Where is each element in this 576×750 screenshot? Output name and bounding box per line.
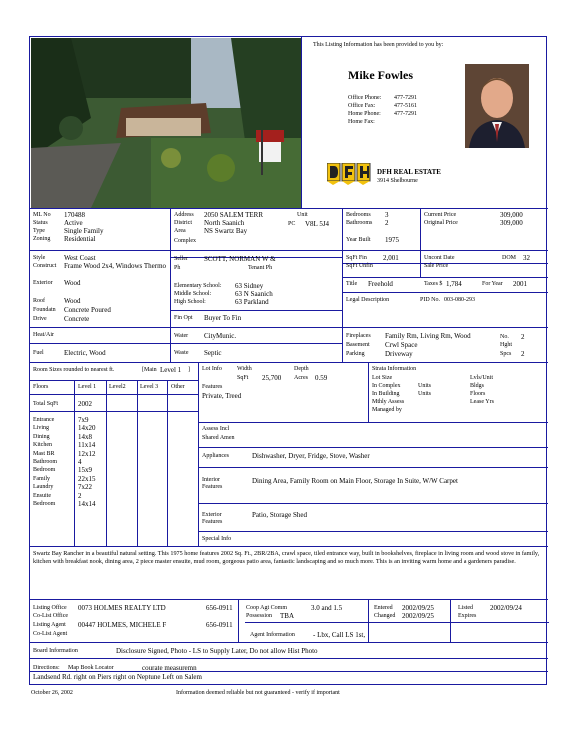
sqft-fin: 2,001 <box>383 254 399 262</box>
room-size: 4 <box>78 458 82 466</box>
listed-label: Listed <box>458 605 473 611</box>
seller: SCOTT, NORMAN W & <box>204 255 276 263</box>
area-label: Area <box>174 228 186 234</box>
spcs-label: Spcs <box>500 351 512 357</box>
style-label: Style <box>33 255 46 261</box>
property-photo <box>31 38 301 208</box>
divider-line <box>170 362 171 363</box>
lot-size-label: Lot Size <box>372 375 393 381</box>
listing-office-phone: 656-0911 <box>206 604 233 612</box>
spcs: 2 <box>521 350 525 358</box>
roof: Wood <box>64 297 81 305</box>
water-label: Water <box>174 333 189 339</box>
elem: 63 Sidney <box>235 282 264 290</box>
room-name: Dining <box>33 433 50 440</box>
divider-line <box>74 380 75 547</box>
sqft-unfin-label: SqFt Unfin <box>346 263 373 269</box>
area: NS Swartz Bay <box>204 227 248 235</box>
col-level2: Level2 <box>109 384 126 390</box>
room-name: Entrance <box>33 417 55 423</box>
map-label: Map Book Locator <box>68 665 114 671</box>
uncond-date-label: Uncont Date <box>424 255 455 261</box>
lvls-unit-label: Lvls/Unit <box>470 375 494 381</box>
listing-agent-label: Listing Agent <box>33 622 66 628</box>
original-price: 309,000 <box>500 219 523 227</box>
heat-label: Heat/Air <box>33 332 54 338</box>
original-price-label: Original Price <box>424 220 458 226</box>
divider-line <box>106 380 107 547</box>
listing-agent: 00447 HOLMES, MICHELE F <box>78 621 167 629</box>
fireplaces-label: Fireplaces <box>346 333 371 339</box>
divider-line <box>198 531 548 532</box>
ml-no-label: ML No <box>33 212 51 218</box>
sale-price-label: Sale Price <box>424 263 449 269</box>
special-label: Special Info <box>202 536 232 542</box>
office-phone-label: Office Phone: <box>348 95 382 101</box>
col-floors: Floors <box>33 384 49 390</box>
exterior: Wood <box>64 279 81 287</box>
divider-line <box>420 250 421 278</box>
room-name: Bathroom <box>33 459 57 465</box>
address: 2050 SALEM TERR <box>204 211 263 219</box>
divider-line <box>342 292 548 293</box>
no-label: No. <box>500 334 509 340</box>
unit-label: Unit <box>297 212 308 218</box>
listing-office: 0073 HOLMES REALTY LTD <box>78 604 166 612</box>
divider-line <box>30 411 198 412</box>
title: Freehold <box>368 280 393 288</box>
divider-line <box>167 380 168 547</box>
depth-label: Depth <box>294 366 309 372</box>
possession-label: Possession <box>246 613 273 619</box>
foundatn: Concrete Poured <box>64 306 111 314</box>
company-address: 3914 Shelbourne <box>377 178 418 184</box>
type: Single Family <box>64 227 104 235</box>
home-phone-label: Home Phone: <box>348 111 381 117</box>
divider-line <box>238 599 239 643</box>
rooms-main-label: [Main <box>142 367 157 373</box>
divider-line <box>30 658 548 659</box>
roof-label: Roof <box>33 298 45 304</box>
bedrooms-label: Bedrooms <box>346 212 371 218</box>
entered-label: Entered <box>374 605 393 611</box>
managed-label: Managed by <box>372 407 402 413</box>
listing-agent-phone: 656-0911 <box>206 621 233 629</box>
basement: Crwl Space <box>385 341 418 349</box>
high: 63 Parkland <box>235 298 269 306</box>
listing-office-label: Listing Office <box>33 605 67 611</box>
divider-line <box>30 380 198 381</box>
parking-label: Parking <box>346 351 365 357</box>
acres: 0.59 <box>315 374 328 382</box>
divider-line <box>170 310 342 311</box>
room-name: Living <box>33 425 49 432</box>
divider-line <box>420 208 421 250</box>
listed: 2002/09/24 <box>490 604 522 612</box>
waste-label: Waste <box>174 350 189 356</box>
zoning-label: Zoning <box>33 236 51 242</box>
taxes: 1,784 <box>446 280 462 288</box>
district-label: District <box>174 220 192 226</box>
divider-line <box>198 362 199 547</box>
width-label: Width <box>237 366 252 372</box>
rooms-main-close: ] <box>188 367 190 373</box>
floors-label: Floors <box>470 391 486 397</box>
changed-label: Changed <box>374 613 396 619</box>
fin-opt-label: Fin Opt <box>174 315 193 321</box>
type-label: Type <box>33 228 45 234</box>
room-size: 12x12 <box>78 449 96 458</box>
construct-label: Construct <box>33 263 57 269</box>
home-fax-label: Home Fax: <box>348 119 375 125</box>
title-label: Title <box>346 281 358 287</box>
board-info: Disclosure Signed, Photo - LS to Supply Later, Do not allow Hist Photo <box>116 647 318 655</box>
pc: V8L 5J4 <box>305 220 330 228</box>
possession: TBA <box>280 612 294 620</box>
rooms-main-level: Level 1 <box>160 366 182 374</box>
co-list-agent-label: Co-List Agent <box>33 631 68 637</box>
taxes-label: Taxes $ <box>424 281 443 287</box>
divider-line <box>30 394 198 395</box>
company-name: DFH REAL ESTATE <box>377 168 441 176</box>
room-size: 14x20 <box>78 424 96 433</box>
room-name: Laundry <box>33 484 54 491</box>
fin-opt: Buyer To Fin <box>204 314 242 322</box>
board-info-label: Board Information <box>33 648 78 654</box>
divider-line <box>198 503 548 504</box>
lot-sqft-label: SqFt <box>237 375 249 381</box>
divider-line <box>198 422 548 423</box>
exterior-label: Exterior <box>33 280 53 286</box>
footer-date: October 26, 2002 <box>31 690 73 696</box>
seller-label: Seller <box>174 256 188 262</box>
status: Active <box>64 219 83 227</box>
strata-label: Strata Information <box>372 366 417 372</box>
agent-info: - Lbx, Call LS 1st, <box>313 631 366 639</box>
bathrooms: 2 <box>385 219 389 227</box>
divider-line <box>342 208 343 363</box>
divider-line <box>170 208 171 363</box>
divider-line <box>342 277 548 278</box>
bldgs-label: Bldgs <box>470 383 485 389</box>
features: Private, Treed <box>202 392 242 400</box>
fuel: Electric, Wood <box>64 349 106 357</box>
divider-line <box>198 447 548 448</box>
room-name: Bedroom <box>33 467 56 474</box>
style: West Coast <box>64 254 96 262</box>
for-year-label: For Year <box>482 281 503 287</box>
expires-label: Expires <box>458 613 477 619</box>
year-built-label: Year Built <box>346 237 371 243</box>
fuel-label: Fuel <box>33 350 44 356</box>
pid-label: PID No. <box>420 297 441 303</box>
room-size: 2 <box>78 491 82 500</box>
high-label: High School: <box>174 299 206 305</box>
parking: Driveway <box>385 350 413 358</box>
divider-line <box>450 599 451 643</box>
room-name: Kitchen <box>33 442 52 449</box>
total-sqft: 2002 <box>78 400 92 408</box>
room-size: 15x9 <box>78 466 92 475</box>
features-label: Features <box>202 384 223 390</box>
divider-line <box>368 599 369 643</box>
hght-label: Hght <box>500 342 512 348</box>
exterior-features: Patio, Storage Shed <box>252 511 308 519</box>
divider-line <box>137 380 138 547</box>
ml-no: 170488 <box>64 211 85 219</box>
changed: 2002/09/25 <box>402 612 434 620</box>
room-size: 7x9 <box>78 416 89 424</box>
agent-name: Mike Fowles <box>348 68 413 82</box>
divider-line <box>368 362 369 422</box>
divider-line <box>30 362 548 363</box>
address-label: Address <box>174 212 194 218</box>
lot-sqft: 25,700 <box>262 374 282 382</box>
home-phone: 477-7291 <box>394 111 417 117</box>
fireplaces: Family Rm, Living Rm, Wood <box>385 332 471 340</box>
divider-line <box>245 622 549 623</box>
room-name: Mast BR <box>33 450 55 457</box>
lot-info-label: Lot Info <box>202 366 222 372</box>
elem-label: Elementary School: <box>174 283 222 289</box>
in-complex-label: In Complex <box>372 383 401 389</box>
mthly-label: Mthly Assess <box>372 399 405 405</box>
acres-label: Acres <box>294 375 308 381</box>
office-fax-label: Office Fax: <box>348 103 376 109</box>
coop-label: Coop Agt Comm <box>246 605 288 611</box>
water: CityMunic. <box>204 332 237 340</box>
entered: 2002/09/25 <box>402 604 434 612</box>
total-sqft-label: Total SqFt <box>33 401 59 407</box>
units-label-1: Units <box>418 383 432 389</box>
lease-label: Lease Yrs <box>470 399 494 405</box>
bedrooms: 3 <box>385 211 389 219</box>
room-size: 14x14 <box>78 500 96 508</box>
no: 2 <box>521 333 525 341</box>
dom-label: DOM <box>502 255 517 261</box>
zoning: Residential <box>64 235 96 243</box>
assess-label: Assess Incl <box>202 426 230 432</box>
agent-info-label: Agent Information <box>250 632 295 638</box>
exterior-features-label: Exterior Features <box>202 512 223 525</box>
interior: Dining Area, Family Room on Main Floor, Storage In Suite, W/W Carpet <box>252 477 458 485</box>
current-price-label: Current Price <box>424 212 457 218</box>
listing-sheet <box>29 36 547 685</box>
status-label: Status <box>33 220 48 226</box>
room-name: Family <box>33 475 51 482</box>
drive: Concrete <box>64 315 90 323</box>
current-price: 309,000 <box>500 211 523 219</box>
room-size: 14x8 <box>78 432 92 441</box>
pid: 003-080-293 <box>444 297 475 303</box>
in-building-label: In Building <box>372 391 400 397</box>
divider-line <box>301 37 302 209</box>
appliances: Dishwasher, Dryer, Fridge, Stove, Washer <box>252 452 370 460</box>
year-built: 1975 <box>385 236 399 244</box>
room-name: Bedroom <box>33 501 56 507</box>
agent-headshot <box>465 64 529 148</box>
divider-line <box>30 327 548 328</box>
room-size: 22x15 <box>78 474 96 483</box>
legal-label: Legal Description <box>346 297 390 303</box>
divider-line <box>30 250 548 251</box>
col-level3: Level 3 <box>140 384 159 390</box>
coop: 3.0 and 1.5 <box>311 604 343 612</box>
interior-label: Interior Features <box>202 477 223 490</box>
divider-line <box>30 599 548 600</box>
provided-text: This Listing Information has been provided to you by: <box>313 42 444 48</box>
complex-label: Complex <box>174 238 196 244</box>
construct: Frame Wood 2x4, Windows Thermo <box>64 262 167 270</box>
footer-disclaimer: Information deemed reliable but not guaranteed - verify if important <box>176 690 340 696</box>
directions-label: Directions: <box>33 665 60 671</box>
foundatn-label: Foundatn <box>33 307 56 313</box>
district: North Saanich <box>204 219 245 227</box>
middle: 63 N Saanich <box>235 290 273 298</box>
col-other: Other <box>171 384 185 390</box>
divider-line <box>30 208 548 209</box>
divider-line <box>30 642 548 643</box>
office-phone: 477-7291 <box>394 95 417 101</box>
drive-label: Drive <box>33 316 47 322</box>
room-name: Ensuite <box>33 492 51 499</box>
rooms-note: Room Sizes rounded to nearest ft. <box>33 367 115 373</box>
appliances-label: Appliances <box>202 453 229 459</box>
units-label-2: Units <box>418 391 432 397</box>
ph-label: Ph <box>174 265 181 271</box>
directions: Landsend Rd. right on Piers right on Neptune Left on Salem <box>33 673 202 681</box>
shared-label: Shared Amen <box>202 435 235 441</box>
divider-line <box>198 467 548 468</box>
office-fax: 477-5161 <box>394 103 417 109</box>
middle-label: Middle School: <box>174 291 212 297</box>
waste: Septic <box>204 349 222 357</box>
sqft-fin-label: SqFt Fin <box>346 255 367 261</box>
divider-line <box>170 343 342 344</box>
divider-line <box>30 546 548 547</box>
divider-line <box>30 343 170 344</box>
basement-label: Basement <box>346 342 370 348</box>
tenant-ph-label: Tenant Ph <box>248 265 273 271</box>
room-size: 11x14 <box>78 441 96 450</box>
remarks: Swartz Bay Rancher in a beautiful natural setting. This 1975 home features 2002 Sq. Ft., 2BR/2BA, crawl space, tiled entrance way, built in bookshelves, fireplace in living room and wood stove in family, kitchen with breakfast nook, dining area, 2 piece master ensuite, mud room, gorgeous patio area, fantastic landscaping and so much more. This is an inviting warm home and a gardeners paradise. <box>33 550 540 565</box>
dfh-logo <box>327 163 371 185</box>
dom: 32 <box>523 254 530 262</box>
for-year: 2001 <box>513 280 527 288</box>
room-size: 7x22 <box>78 483 92 492</box>
bathrooms-label: Bathrooms <box>346 220 373 226</box>
pc-label: PC <box>288 221 296 227</box>
col-level1: Level 1 <box>78 384 97 390</box>
map-value: courate measuremn <box>142 664 197 672</box>
co-list-office-label: Co-List Office <box>33 613 69 619</box>
